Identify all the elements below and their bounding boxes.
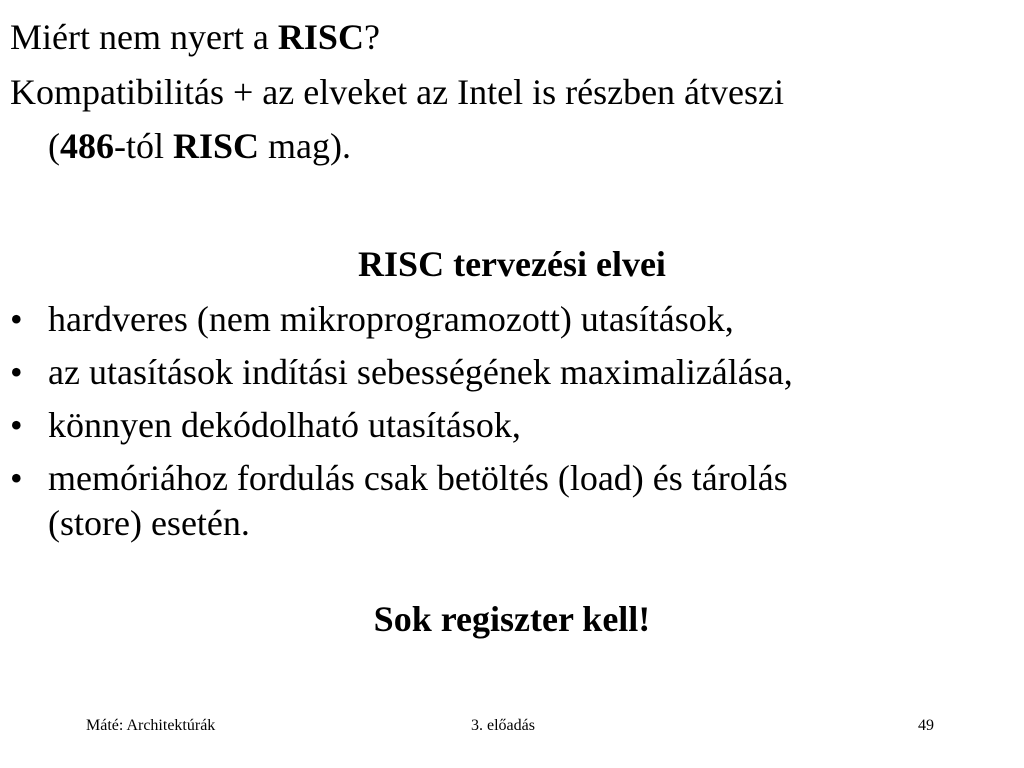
compatibility-continuation: [48, 124, 351, 168]
bullet-icon: •: [10, 405, 23, 445]
footer-page-number: 49: [918, 717, 934, 734]
list-item-text: hardveres (nem mikroprogramozott) utasítások,: [48, 299, 734, 339]
question-text: Miért nem nyert a: [10, 17, 278, 57]
question-bold-term: RISC: [277, 17, 364, 57]
question-line: [10, 15, 380, 59]
compatibility-line: [10, 70, 784, 114]
list-item: [10, 350, 1024, 395]
list-item-text: memóriához fordulás csak betöltés (load) és tárolás: [48, 458, 788, 498]
design-principles-list: [10, 297, 1024, 554]
bullet-icon: •: [10, 458, 23, 498]
list-item: [10, 297, 1024, 342]
list-item: [10, 403, 1024, 448]
bullet-icon: •: [10, 352, 23, 392]
risc-core-term: RISC: [173, 126, 260, 166]
footer-author: Máté: Architektúrák: [86, 717, 216, 734]
list-item: [10, 456, 1024, 546]
list-item-text: könnyen dekódolható utasítások,: [48, 405, 521, 445]
from-text: -tól: [114, 126, 173, 166]
section-heading: RISC tervezési elvei: [358, 244, 666, 284]
question-mark: ?: [363, 17, 380, 57]
footer-lecture: 3. előadás: [471, 717, 535, 734]
core-text: mag).: [259, 126, 351, 166]
list-item-text: az utasítások indítási sebességének maximalizálása,: [48, 352, 793, 392]
conclusion-heading: Sok regiszter kell!: [373, 599, 651, 639]
list-item-text-continuation: (store) esetén.: [48, 503, 250, 543]
processor-486: 486: [60, 126, 114, 166]
paren-open: (: [48, 126, 60, 166]
bullet-icon: •: [10, 299, 23, 339]
compatibility-text: Kompatibilitás + az elveket az Intel is részben átveszi: [10, 72, 784, 112]
